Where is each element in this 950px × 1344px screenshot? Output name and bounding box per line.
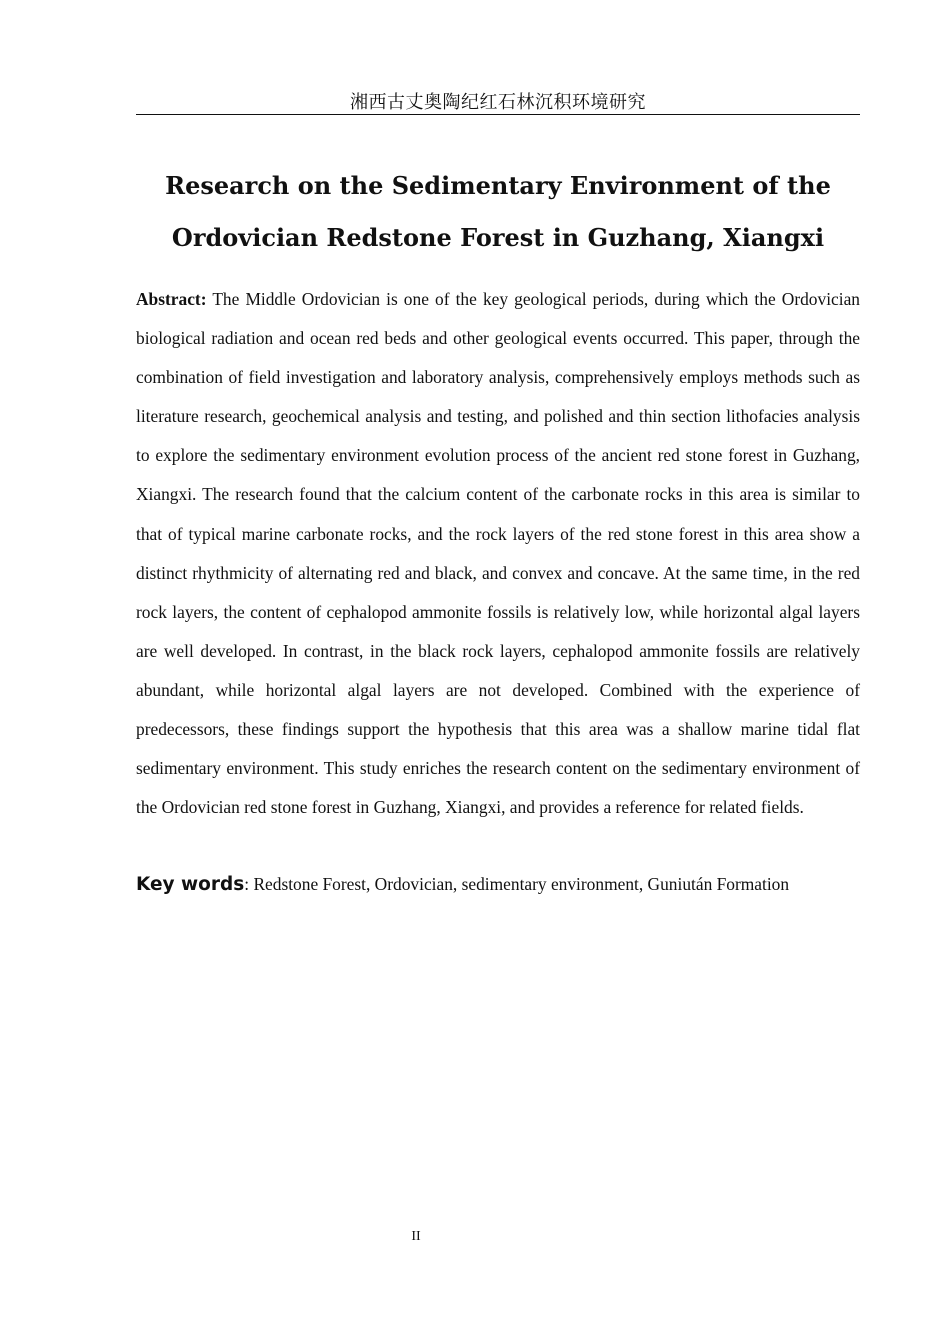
header-rule (136, 114, 860, 115)
abstract (136, 280, 860, 827)
keywords-separator: : (244, 874, 250, 894)
page-number: II (411, 1229, 421, 1244)
paper-title-line-2: Ordovician Redstone Forest in Guzhang, Xiangxi (171, 223, 825, 252)
abstract-text: The Middle Ordovician is one of the key geological periods, during which the Ordovician biological radiation and ocean red beds and other geological events occurred. This paper, through the combination of field investigation and laboratory analysis, comprehensively employs methods such as literature research, geochemical analysis and testing, and polished and thin section lithofacies analysis to explore the sedimentary environment evolution process of the ancient red stone forest in Guzhang, Xiangxi. The research found that the calcium content of the carbonate rocks in this area is similar to that of typical marine carbonate rocks, and the rock layers of the red stone forest in this area show a distinct rhythmicity of alternating red and black, and convex and concave. At the same time, in the red rock layers, the content of cephalopod ammonite fossils is relatively low, while horizontal algal layers are well developed. In contrast, in the black rock layers, cephalopod ammonite fossils are relatively abundant, while horizontal algal layers are not developed. Combined with the experience of predecessors, these findings support the hypothesis that this area was a shallow marine tidal flat sedimentary environment. This study enriches the research content on the sedimentary environment of the Ordovician red stone forest in Guzhang, Xiangxi, and provides a reference for related fields. (136, 289, 860, 818)
paper-title-line-1: Research on the Sedimentary Environment of the (165, 171, 831, 200)
keywords-text: Redstone Forest, Ordovician, sedimentary environment, Guniután Formation (249, 874, 790, 894)
abstract-label: Abstract: (136, 289, 207, 309)
paper-title (136, 160, 860, 264)
keywords-label: Key words (136, 874, 245, 895)
keywords (136, 866, 860, 903)
running-header: 湘西古丈奥陶纪红石林沉积环境研究 (350, 92, 646, 112)
